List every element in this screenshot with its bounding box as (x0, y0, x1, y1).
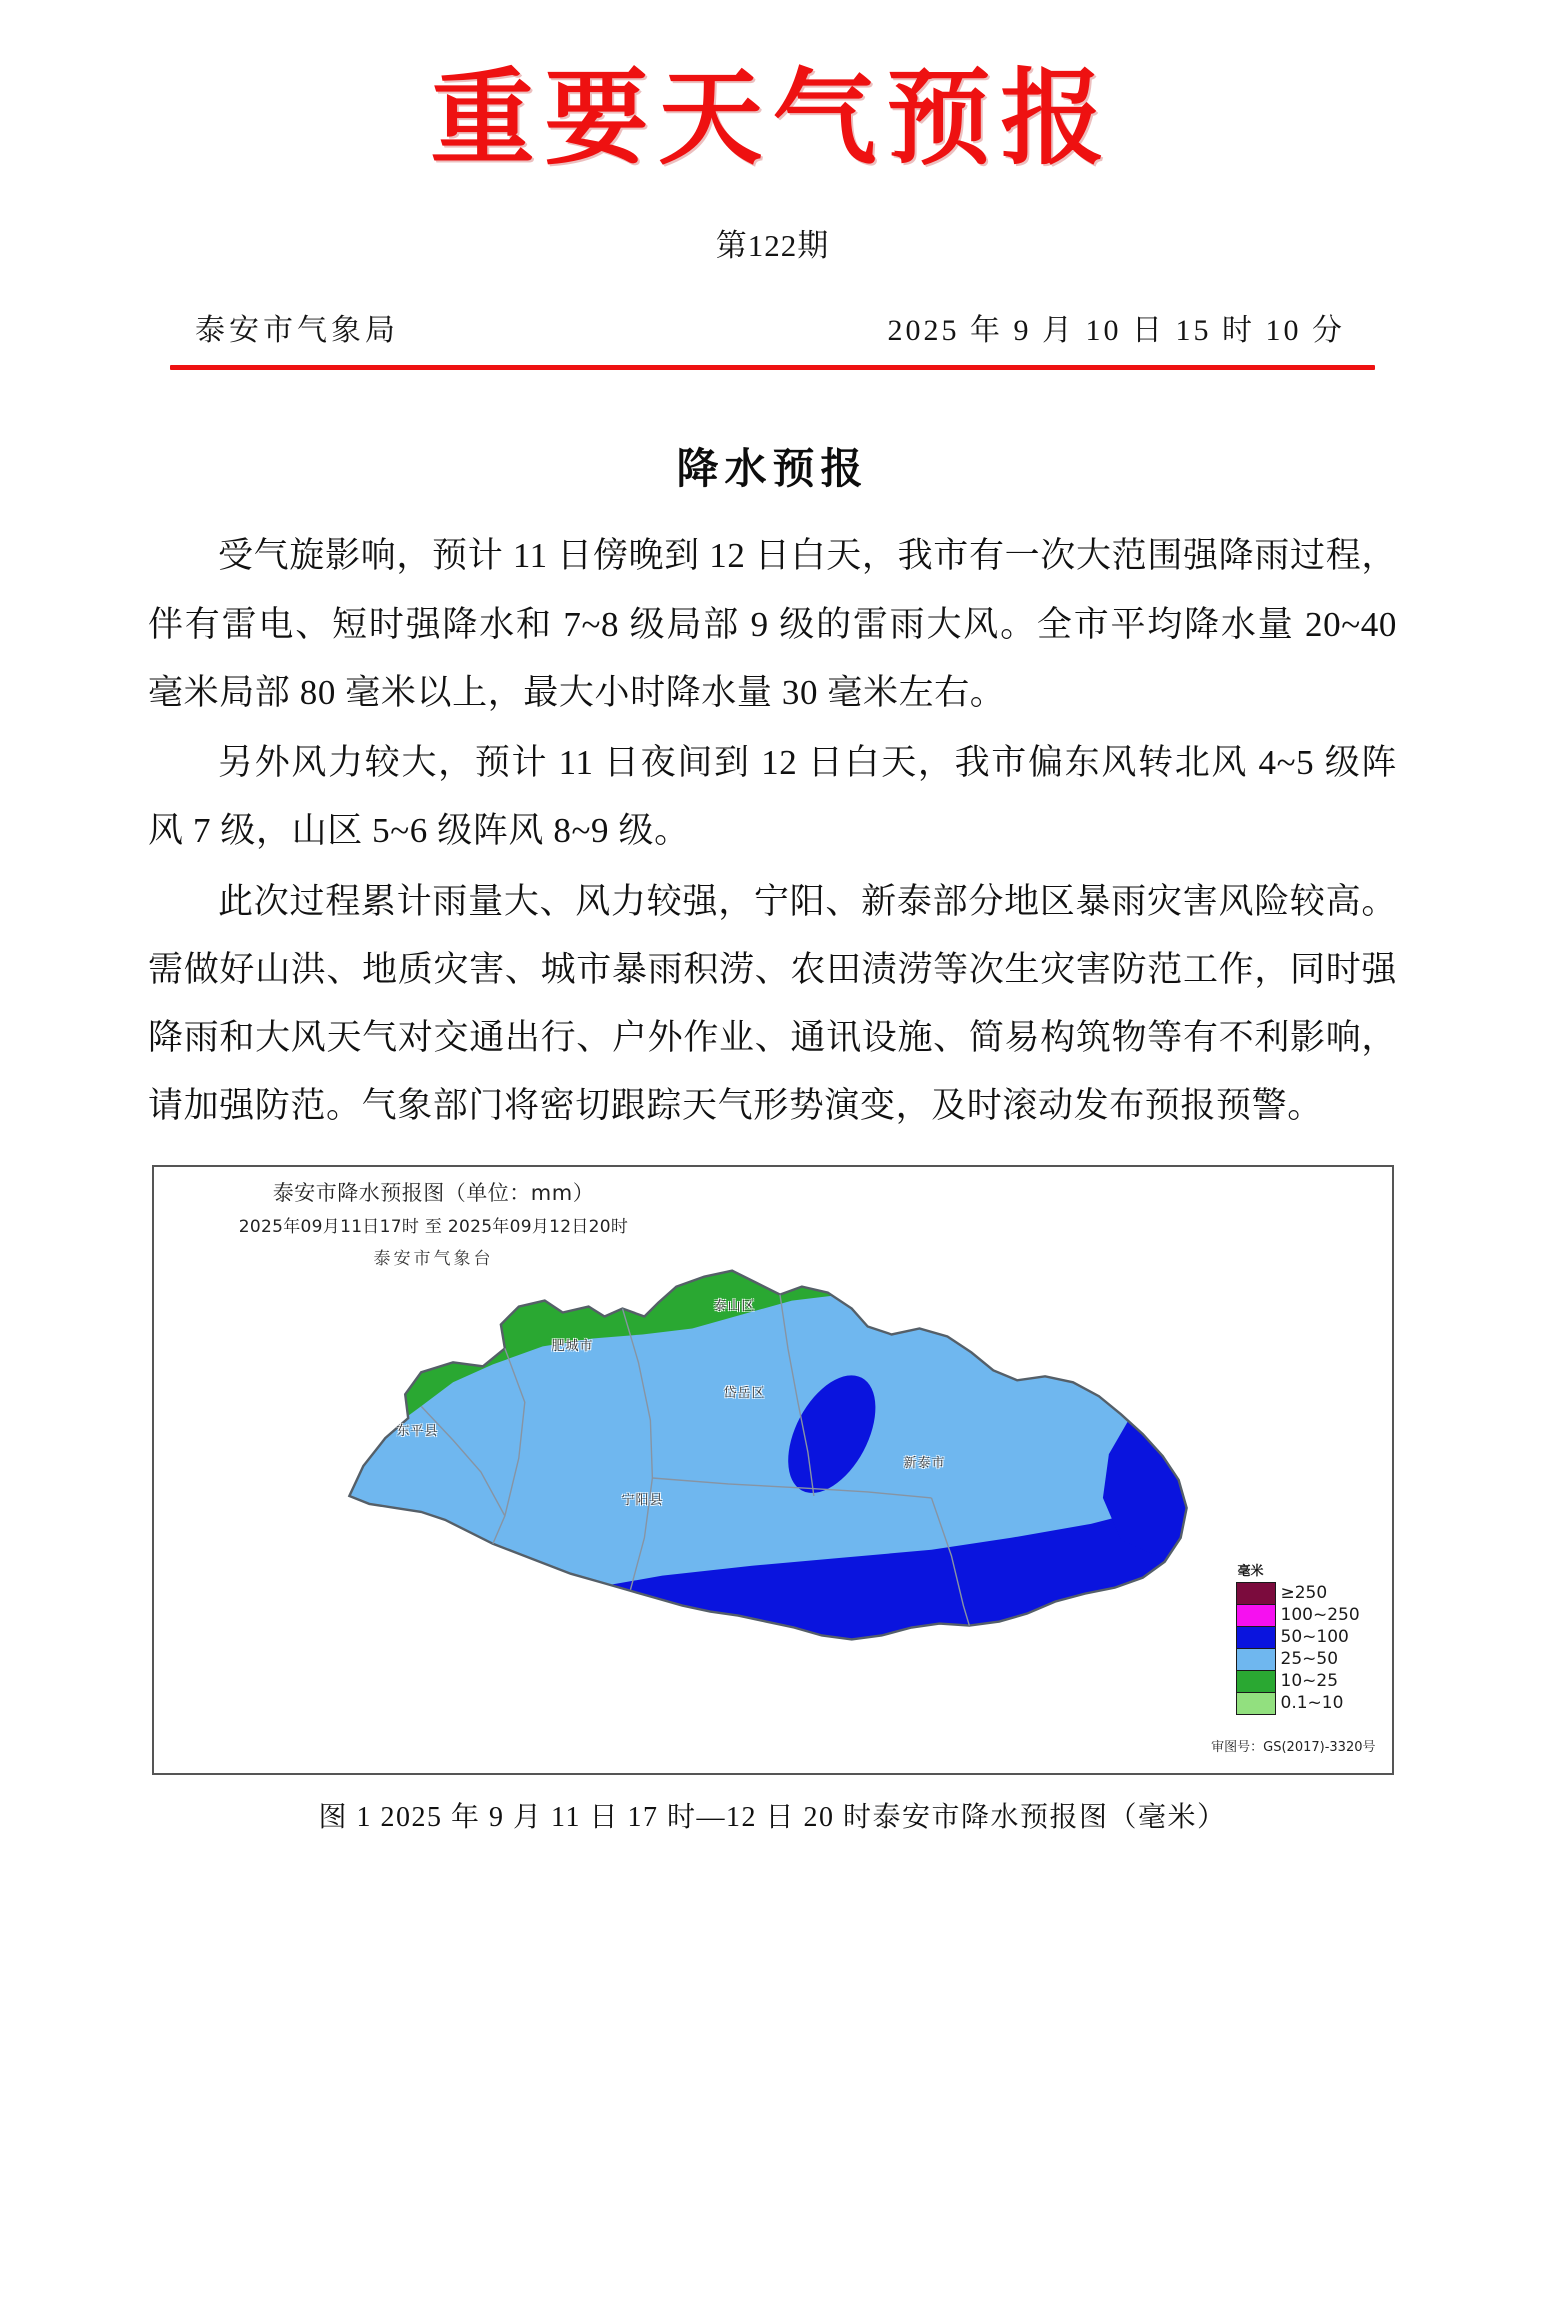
county-label-xintai: 新泰市 (903, 1455, 946, 1471)
issue-number: 第122期 (715, 228, 830, 264)
section-heading: 降水预报 (676, 444, 869, 494)
precipitation-figure (152, 1165, 1394, 1835)
figure-caption: 图 1 2025 年 9 月 11 日 17 时—12 日 20 时泰安市降水预报图（毫米） (318, 1801, 1227, 1833)
map-graphic (154, 1167, 1392, 1775)
map-period: 2025年09月11日17时 至 2025年09月12日20时 (238, 1216, 629, 1237)
legend-row (1237, 1671, 1339, 1693)
county-label-ningyang: 宁阳县 (621, 1492, 664, 1508)
page-title: 重要天气预报 (430, 57, 1115, 179)
legend-row (1237, 1649, 1339, 1671)
body-paragraph: 此次过程累计雨量大、风力较强，宁阳、新泰部分地区暴雨灾害风险较高。需做好山洪、地质灾害、城市暴雨积涝、农田渍涝等次生灾害防范工作，同时强降雨和大风天气对交通出行、户外作业、通讯设施、简易构筑物等有不利影响，请加强防范。气象部门将密切跟踪天气形势演变，及时滚动发布预报预警。 (148, 881, 1397, 1126)
legend-row (1237, 1605, 1360, 1627)
body-copy (148, 522, 1397, 1140)
masthead (0, 0, 1545, 265)
legend-unit-label: 毫米 (1237, 1563, 1264, 1579)
legend-label: 50~100 (1280, 1627, 1349, 1648)
issue-timestamp: 2025 年 9 月 10 日 15 时 10 分 (887, 314, 1345, 348)
legend-row (1237, 1583, 1328, 1605)
legend-label: 25~50 (1280, 1649, 1339, 1670)
legend-row (1237, 1627, 1349, 1649)
map-title: 泰安市降水预报图（单位：mm） (272, 1180, 595, 1205)
county-label-feicheng: 肥城市 (551, 1338, 594, 1354)
county-label-dongping: 东平县 (396, 1423, 439, 1439)
map-approval-number: 审图号：GS(2017)-3320号 (1211, 1739, 1376, 1755)
legend-row (1237, 1693, 1344, 1714)
legend-label: 10~25 (1280, 1671, 1339, 1692)
map-fill-layer (154, 1167, 1392, 1775)
map-office: 泰安市气象台 (373, 1248, 494, 1268)
body-paragraph: 另外风力较大，预计 11 日夜间到 12 日白天，我市偏东风转北风 4~5 级阵风 7 级，山区 5~6 级阵风 8~9 级。 (148, 743, 1397, 851)
county-label-daiyue: 岱岳区 (723, 1385, 766, 1401)
map-legend (1236, 1560, 1374, 1715)
band-25-50 (154, 1167, 1392, 1775)
byline (195, 305, 1345, 349)
legend-label: 0.1~10 (1280, 1693, 1344, 1714)
county-label-taishan: 泰山区 (713, 1298, 756, 1314)
legend-swatches (1236, 1582, 1360, 1715)
legend-label: ≥250 (1280, 1583, 1328, 1604)
issuing-office: 泰安市气象局 (195, 314, 399, 348)
header-divider (170, 365, 1375, 370)
precipitation-map (152, 1165, 1394, 1775)
legend-label: 100~250 (1280, 1605, 1360, 1626)
body-paragraph: 受气旋影响，预计 11 日傍晚到 12 日白天，我市有一次大范围强降雨过程，伴有雷电、短时强降水和 7~8 级局部 9 级的雷雨大风。全市平均降水量 20~40 毫米局部 80 毫米以上，最大小时降水量 30 毫米左右。 (148, 536, 1397, 712)
